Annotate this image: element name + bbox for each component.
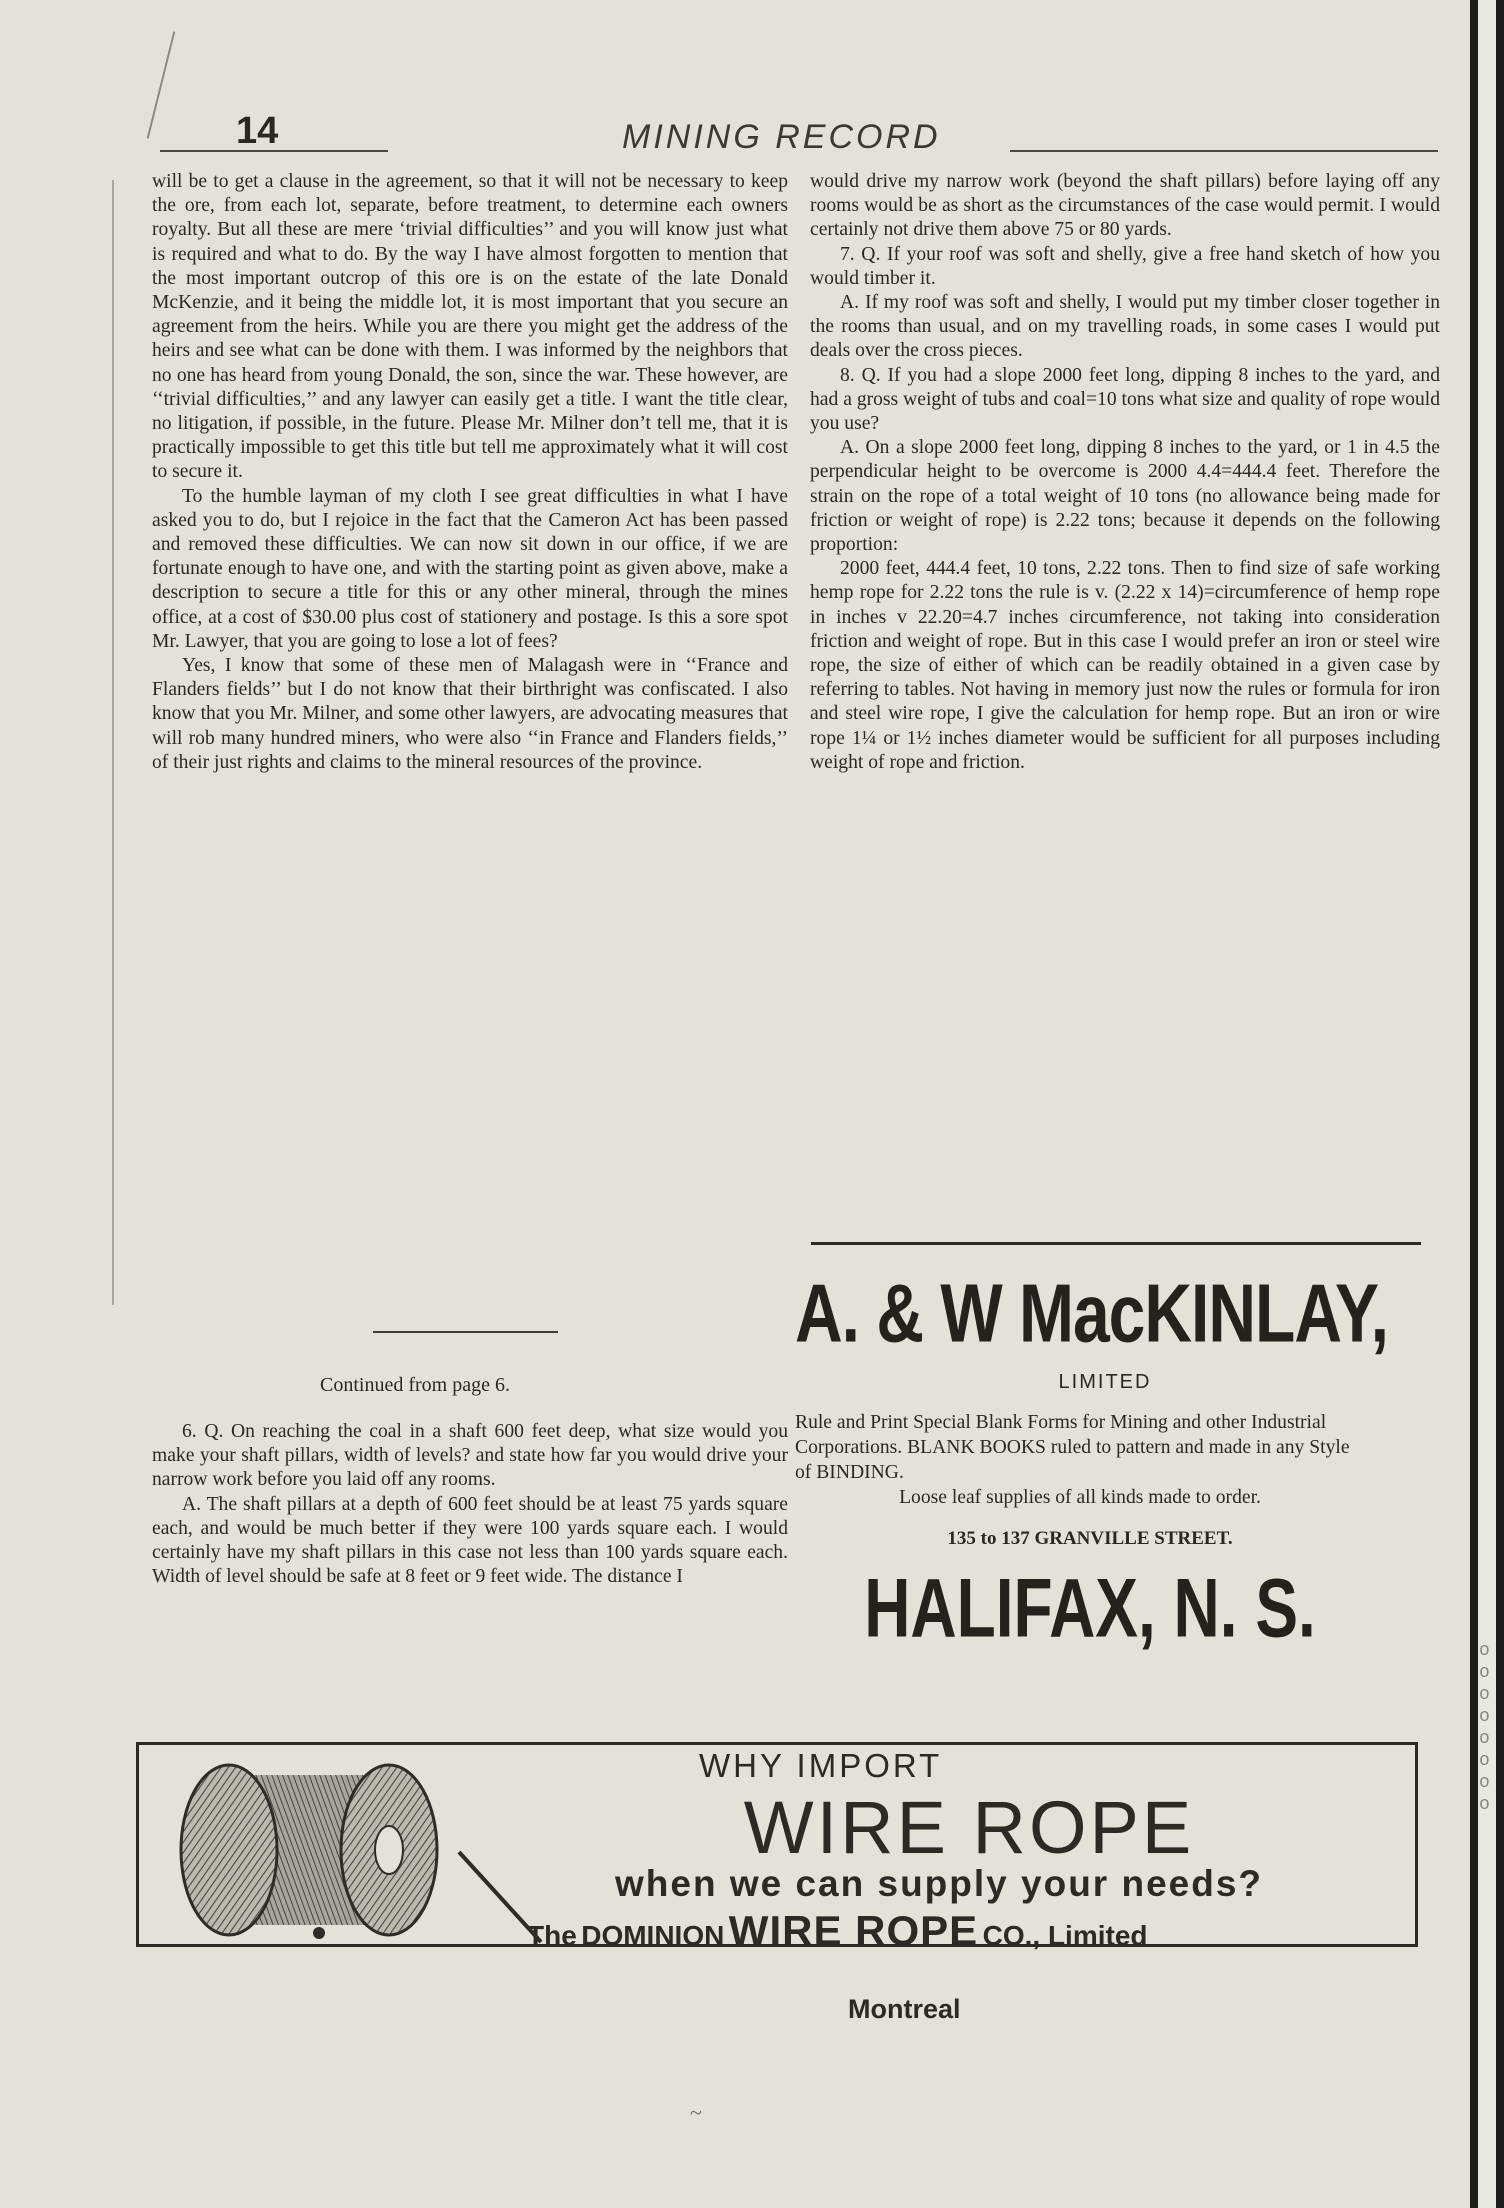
article-paragraph: will be to get a clause in the agreement, so that it will not be necessary to keep the ore, from each lot, separate, before treatment, to determine each owners royalty. But all these are mere ‘trivial difficulties’’ and you will know just what is required and what to do. By the way I have almost forgotten to mention that the most important outcrop of this ore is on the estate of the late Donald McKenzie, and it being the middle lot, it is most important that you secure an agreement from the heirs. While you are there you might get the address of the heirs and see what can be done with them. I was informed by the neighbors that no one has heard from young Donald, the son, since the war. These however, are ‘‘trivial difficulties,’’ and any lawyer can easily get a title. I want the title clear, no litigation, if possible, in the future. Please Mr. Milner don’t tell me, that it is practically impossible to get this title but tell me approximately what it will cost to secure it. <box>152 171 788 483</box>
page-number: 14 <box>236 110 279 152</box>
scan-mark <box>147 31 176 138</box>
article-paragraph: Yes, I know that some of these men of Malagash were in ‘‘France and Flanders fields’’ but I do not know that their birthright was confiscated. I also know that you Mr. Milner, and some other lawyers, are advocating measures that will rob many hundred miners, who were also ‘‘in France and Flanders fields,’’ of their just rights and claims to the mineral resources of the province. <box>152 655 788 773</box>
left-column-continued <box>152 1420 788 1589</box>
ad-city: HALIFAX, N. S. <box>864 1561 1316 1655</box>
ad-description <box>795 1410 1415 1510</box>
qa-paragraph: 7. Q. If your roof was soft and shelly, give a free hand sketch of how you would timber it. <box>810 243 1440 289</box>
qa-paragraph: A. If my roof was soft and shelly, I would put my timber closer together in the rooms than usual, and on my travelling roads, in some cases I would put deals over the cross pieces. <box>810 292 1440 362</box>
ad-limited-label: LIMITED <box>1058 1371 1152 1393</box>
mackinlay-advertisement <box>795 1242 1415 1655</box>
qa-paragraph: 2000 feet, 444.4 feet, 10 tons, 2.22 tons. Then to find size of safe working hemp rope for 2.22 tons the rule is v. (2.22 x 14)=circumference of hemp rope in inches v 22.20=4.7 inches circumference, not taking into consideration friction and weight of rope. But in this case I would prefer an iron or steel wire rope, the size of either of which can be readily obtained in a given case by referring to tables. Not having in memory just now the rules or formula for iron and steel wire rope, I give the calculation for hemp rope. But an iron or wire rope 1¼ or 1½ inches diameter would be sufficient for all purposes including weight of rope and friction. <box>810 558 1440 773</box>
ad-address: 135 to 137 GRANVILLE STREET. <box>947 1528 1233 1549</box>
ad-description-line: Rule and Print Special Blank Forms for Mining and other Industrial Corporations. BLANK BOOKS ruled to pattern and made in any Style of BINDING. <box>795 1412 1350 1483</box>
ad-company-the: The <box>527 1920 577 1951</box>
header-rule-left <box>160 150 388 152</box>
adjacent-page-marks: o o o o o o o o <box>1479 1641 1490 1815</box>
ad-wire-rope-title: WIRE ROPE <box>743 1786 1195 1869</box>
section-divider <box>373 1331 558 1333</box>
ad-company-name: A. & W MacKINLAY, <box>795 1266 1388 1359</box>
binding-edge <box>1470 0 1504 2208</box>
wire-rope-reel-illustration <box>169 1757 569 1947</box>
ad-company-line <box>527 1907 1407 1955</box>
qa-paragraph: A. The shaft pillars at a depth of 600 feet should be at least 75 yards square each, and would be much better if they were 100 yards square each. I would certainly have my shaft pillars in this case not less than 100 yards square each. Width of level should be safe at 8 feet or 9 feet wide. The distance I <box>152 1493 788 1588</box>
column-edge-rule <box>112 180 114 1305</box>
ad-company-co: CO., Limited <box>982 1920 1148 1951</box>
ad-company-dominion: DOMINION <box>581 1920 725 1951</box>
right-column <box>810 170 1440 775</box>
ad-description-line: Loose leaf supplies of all kinds made to order. <box>899 1487 1261 1508</box>
qa-paragraph: A. On a slope 2000 feet long, dipping 8 inches to the yard, or 1 in 4.5 the perpendicular height to be overcome is 2000 4.4=444.4 feet. Therefore the strain on the rope of a total weight of 10 tons (no allowance being made for friction or weight of rope) is 2.22 tons; because it depends on the following proportion: <box>810 437 1440 556</box>
continued-note: Continued from page 6. <box>320 1374 510 1396</box>
ad-subtitle: when we can supply your needs? <box>614 1863 1264 1904</box>
qa-paragraph: would drive my narrow work (beyond the shaft pillars) before laying off any rooms would be as short as the circumstances of the case would permit. I would certainly not drive them above 75 or 80 yards. <box>810 171 1440 241</box>
adjacent-page-strip <box>1478 0 1496 2208</box>
ad-company-wire-rope: WIRE ROPE <box>728 1907 979 1954</box>
header-rule-right <box>1010 150 1438 152</box>
qa-paragraph: 8. Q. If you had a slope 2000 feet long, dipping 8 inches to the yard, and had a gross weight of tubs and coal=10 tons what size and quality of rope would you use? <box>810 364 1440 435</box>
wire-rope-advertisement <box>136 1742 1418 1954</box>
article-paragraph: To the humble layman of my cloth I see great difficulties in what I have asked you to do, but I rejoice in the fact that the Cameron Act has been passed and removed these difficulties. We can now sit down in our office, if we are fortunate enough to have one, and with the starting point as given above, make a description to secure a title for this or any other mineral, through the mines office, at a cost of $30.00 plus cost of stationery and postage. Is this a sore spot Mr. Lawyer, that you are going to lose a lot of fees? <box>152 485 788 652</box>
left-column <box>152 170 788 775</box>
ad-wire-city: Montreal <box>848 1994 961 2024</box>
ad-why-import: WHY IMPORT <box>699 1747 943 1784</box>
qa-paragraph: 6. Q. On reaching the coal in a shaft 600 feet deep, what size would you make your shaft pillars, width of levels? and state how far you would drive your narrow work before you laid off any rooms. <box>152 1421 788 1491</box>
running-head: MINING RECORD <box>622 118 941 156</box>
smudge-mark: ~ <box>690 2100 702 2125</box>
ad-top-rule <box>811 1242 1421 1245</box>
